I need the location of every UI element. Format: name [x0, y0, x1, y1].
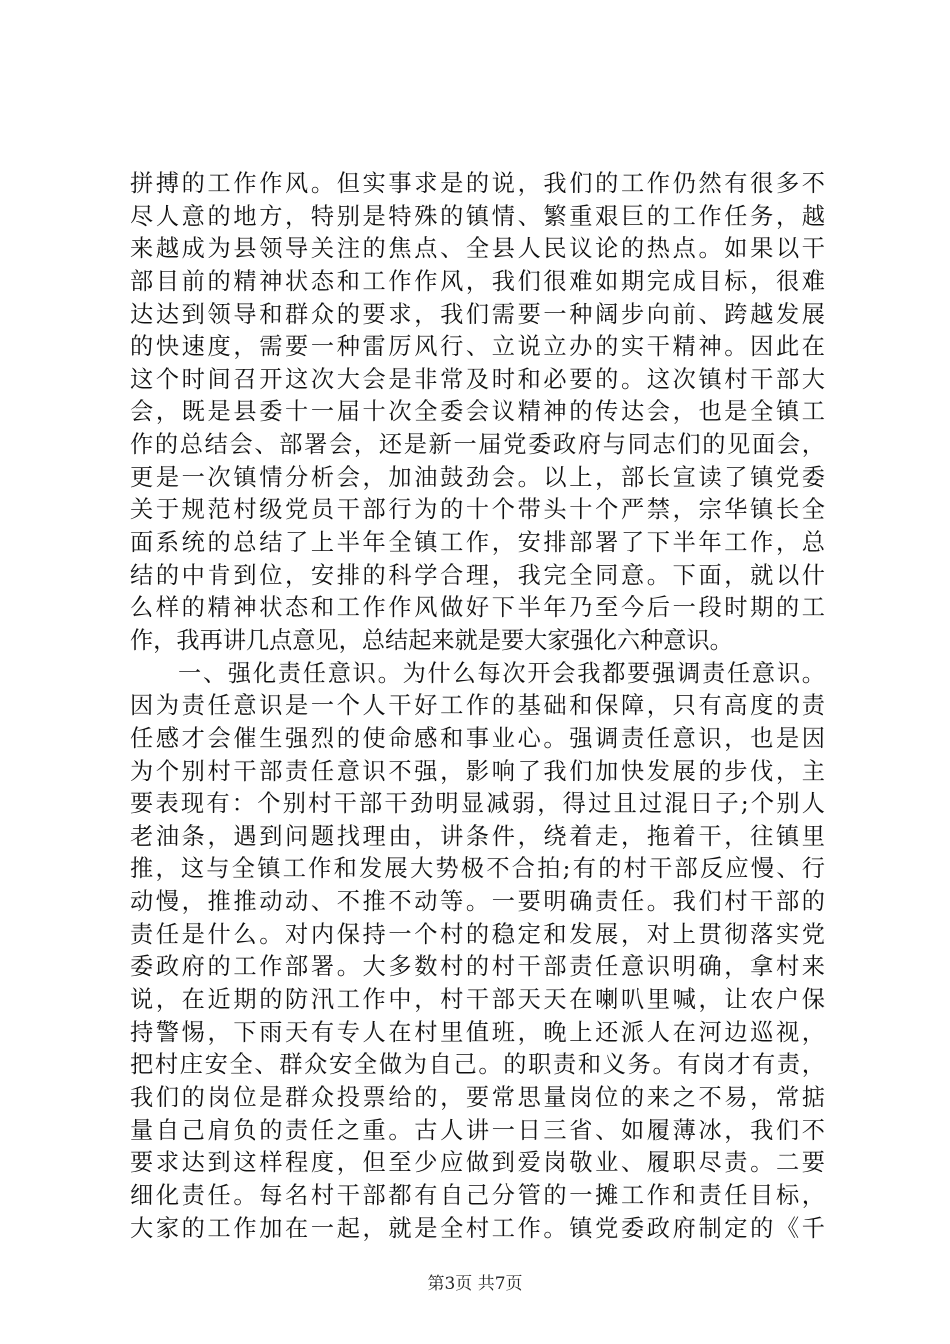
text-line: 作的总结会、部署会，还是新一届党委政府与同志们的见面会， — [130, 431, 825, 459]
text-line: 结的中肯到位，安排的科学合理，我完全同意。下面，就以什 — [130, 561, 825, 589]
text-line: 要求达到这样程度，但至少应做到爱岗敬业、履职尽责。二要 — [130, 1149, 825, 1177]
document-body — [130, 168, 825, 1245]
text-line: 持警惕，下雨天有专人在村里值班，晚上还派人在河边巡视， — [130, 1018, 825, 1046]
text-line: 为个别村干部责任意识不强，影响了我们加快发展的步伐，主 — [130, 757, 825, 785]
text-line: 老油条，遇到问题找理由，讲条件，绕着走，拖着干，往镇里 — [130, 822, 825, 850]
text-line: 会，既是县委十一届十次全委会议精神的传达会，也是全镇工 — [130, 398, 825, 426]
text-line: 量自己肩负的责任之重。古人讲一日三省、如履薄冰，我们不 — [130, 1116, 825, 1144]
text-line: 么样的精神状态和工作作风做好下半年乃至今后一段时期的工 — [130, 594, 825, 622]
paragraph-start-line: 一、强化责任意识。为什么每次开会我都要强调责任意识。 — [178, 659, 825, 687]
text-line: 拼搏的工作作风。但实事求是的说，我们的工作仍然有很多不 — [130, 170, 825, 197]
text-line: 来越成为县领导关注的焦点、全县人民议论的热点。如果以干 — [130, 235, 825, 263]
text-line: 关于规范村级党员干部行为的十个带头十个严禁，宗华镇长全 — [130, 496, 825, 524]
text-line: 这个时间召开这次大会是非常及时和必要的。这次镇村干部大 — [130, 365, 825, 393]
text-line: 我们的岗位是群众投票给的，要常思量岗位的来之不易，常掂 — [130, 1083, 825, 1111]
text-line: 推，这与全镇工作和发展大势极不合拍;有的村干部反应慢、行 — [130, 855, 825, 883]
text-line: 要表现有：个别村干部干劲明显减弱，得过且过混日子;个别人 — [130, 790, 825, 818]
text-line: 委政府的工作部署。大多数村的村干部责任意识明确，拿村来 — [130, 953, 825, 981]
text-line: 更是一次镇情分析会，加油鼓劲会。以上，部长宣读了镇党委 — [130, 463, 825, 491]
text-line: 大家的工作加在一起，就是全村工作。镇党委政府制定的《千 — [130, 1214, 825, 1242]
page-number-footer: 第3页 共7页 — [427, 1274, 523, 1294]
text-line: 达达到领导和群众的要求，我们需要一种阔步向前、跨越发展 — [130, 300, 825, 328]
text-line: 任感才会催生强烈的使命感和事业心。强调责任意识，也是因 — [130, 724, 825, 752]
text-line: 作，我再讲几点意见，总结起来就是要大家强化六种意识。 — [130, 626, 733, 654]
text-line: 把村庄安全、群众安全做为自己。的职责和义务。有岗才有责， — [130, 1051, 825, 1079]
text-line: 尽人意的地方，特别是特殊的镇情、繁重艰巨的工作任务，越 — [130, 202, 825, 230]
text-line: 面系统的总结了上半年全镇工作，安排部署了下半年工作，总 — [130, 529, 825, 557]
text-line: 说，在近期的防汛工作中，村干部天天在喇叭里喊，让农户保 — [130, 986, 825, 1014]
text-line: 的快速度，需要一种雷厉风行、立说立办的实干精神。因此在 — [130, 333, 825, 361]
text-line: 细化责任。每名村干部都有自己分管的一摊工作和责任目标， — [130, 1181, 825, 1209]
text-line: 部目前的精神状态和工作作风，我们很难如期完成目标，很难 — [130, 267, 825, 295]
text-line: 责任是什么。对内保持一个村的稳定和发展，对上贯彻落实党 — [130, 920, 825, 948]
text-line: 因为责任意识是一个人干好工作的基础和保障，只有高度的责 — [130, 692, 825, 720]
text-line: 动慢，推推动动、不推不动等。一要明确责任。我们村干部的 — [130, 888, 825, 916]
